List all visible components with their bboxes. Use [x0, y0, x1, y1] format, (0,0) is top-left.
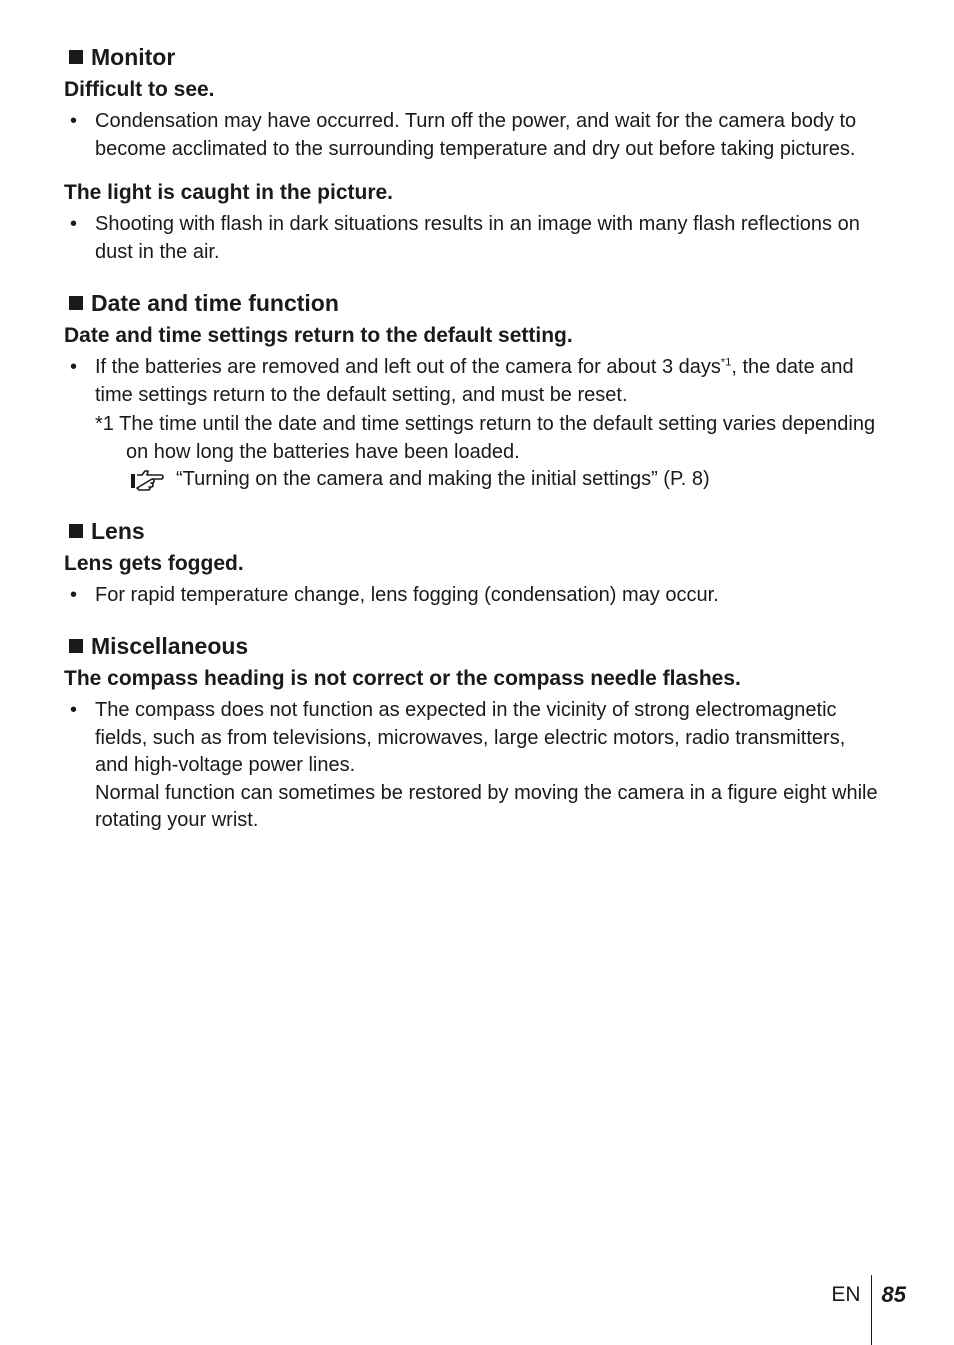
bullet-text: For rapid temperature change, lens fogging (condensation) may occur.	[95, 583, 719, 606]
item-title: The compass heading is not correct or the compass needle flashes.	[64, 667, 741, 690]
square-icon	[69, 50, 83, 64]
section-heading-date-time	[64, 288, 884, 318]
section-heading-label: Monitor	[91, 44, 176, 70]
page-footer	[831, 1275, 906, 1345]
bullet-list	[64, 108, 884, 163]
square-icon	[69, 524, 83, 538]
list-item	[64, 354, 884, 409]
bullet-dot: •	[70, 583, 78, 606]
page-number: 85	[881, 1282, 906, 1307]
bullet-list	[64, 697, 884, 835]
page-content	[64, 42, 884, 835]
bullet-text	[95, 354, 884, 409]
page-reference[interactable]	[64, 466, 884, 494]
section-heading-monitor	[64, 42, 884, 72]
footer-language: EN	[831, 1283, 861, 1306]
bullet-text-part: , the date and time settings return to the default setting, and must be reset.	[95, 356, 854, 406]
footnote-marker: *1	[720, 356, 732, 369]
item-title: Difficult to see.	[64, 78, 215, 101]
page-reference-text: “Turning on the camera and making the initial settings” (P. 8)	[176, 468, 710, 490]
square-icon	[69, 296, 83, 310]
section-heading-miscellaneous	[64, 631, 884, 661]
bullet-dot: •	[70, 110, 78, 132]
bullet-text-part: If the batteries are removed and left out of the camera for about 3 days	[95, 356, 721, 378]
square-icon	[69, 639, 83, 653]
item-title: Lens gets fogged.	[64, 551, 244, 575]
bullet-continuation: Normal function can sometimes be restored by moving the camera in a figure eight while rotating your wrist.	[95, 781, 878, 831]
bullet-dot: •	[70, 699, 78, 721]
section-heading-lens	[64, 516, 884, 546]
list-item	[64, 697, 884, 835]
pointing-hand-icon	[130, 469, 164, 491]
bullet-list	[64, 354, 884, 409]
bullet-text: Condensation may have occurred. Turn off the power, and wait for the camera body to become acclimated to the surrounding temperature and dry out before taking pictures.	[95, 110, 857, 160]
bullet-text: Shooting with flash in dark situations results in an image with many flash reflections on dust in the air.	[95, 213, 860, 263]
bullet-dot: •	[70, 213, 78, 235]
bullet-text: The compass does not function as expected in the vicinity of strong electromagnetic fields, such as from televisions, microwaves, large electric motors, radio transmitters, and high-voltage power lines.	[95, 699, 846, 776]
section-heading-label: Date and time function	[91, 290, 339, 316]
footer-divider	[871, 1275, 872, 1345]
item-title: The light is caught in the picture.	[64, 181, 394, 204]
bullet-list	[64, 211, 884, 266]
section-heading-label: Lens	[91, 517, 145, 544]
bullet-dot: •	[70, 356, 78, 378]
list-item	[64, 108, 884, 163]
list-item	[64, 211, 884, 266]
footnote: *1 The time until the date and time settings return to the default setting varies depending on how long the batteries have been loaded.	[95, 413, 876, 463]
bullet-list	[64, 582, 884, 610]
section-heading-label: Miscellaneous	[91, 633, 249, 659]
list-item	[64, 582, 884, 610]
item-title: Date and time settings return to the default setting.	[64, 324, 573, 347]
